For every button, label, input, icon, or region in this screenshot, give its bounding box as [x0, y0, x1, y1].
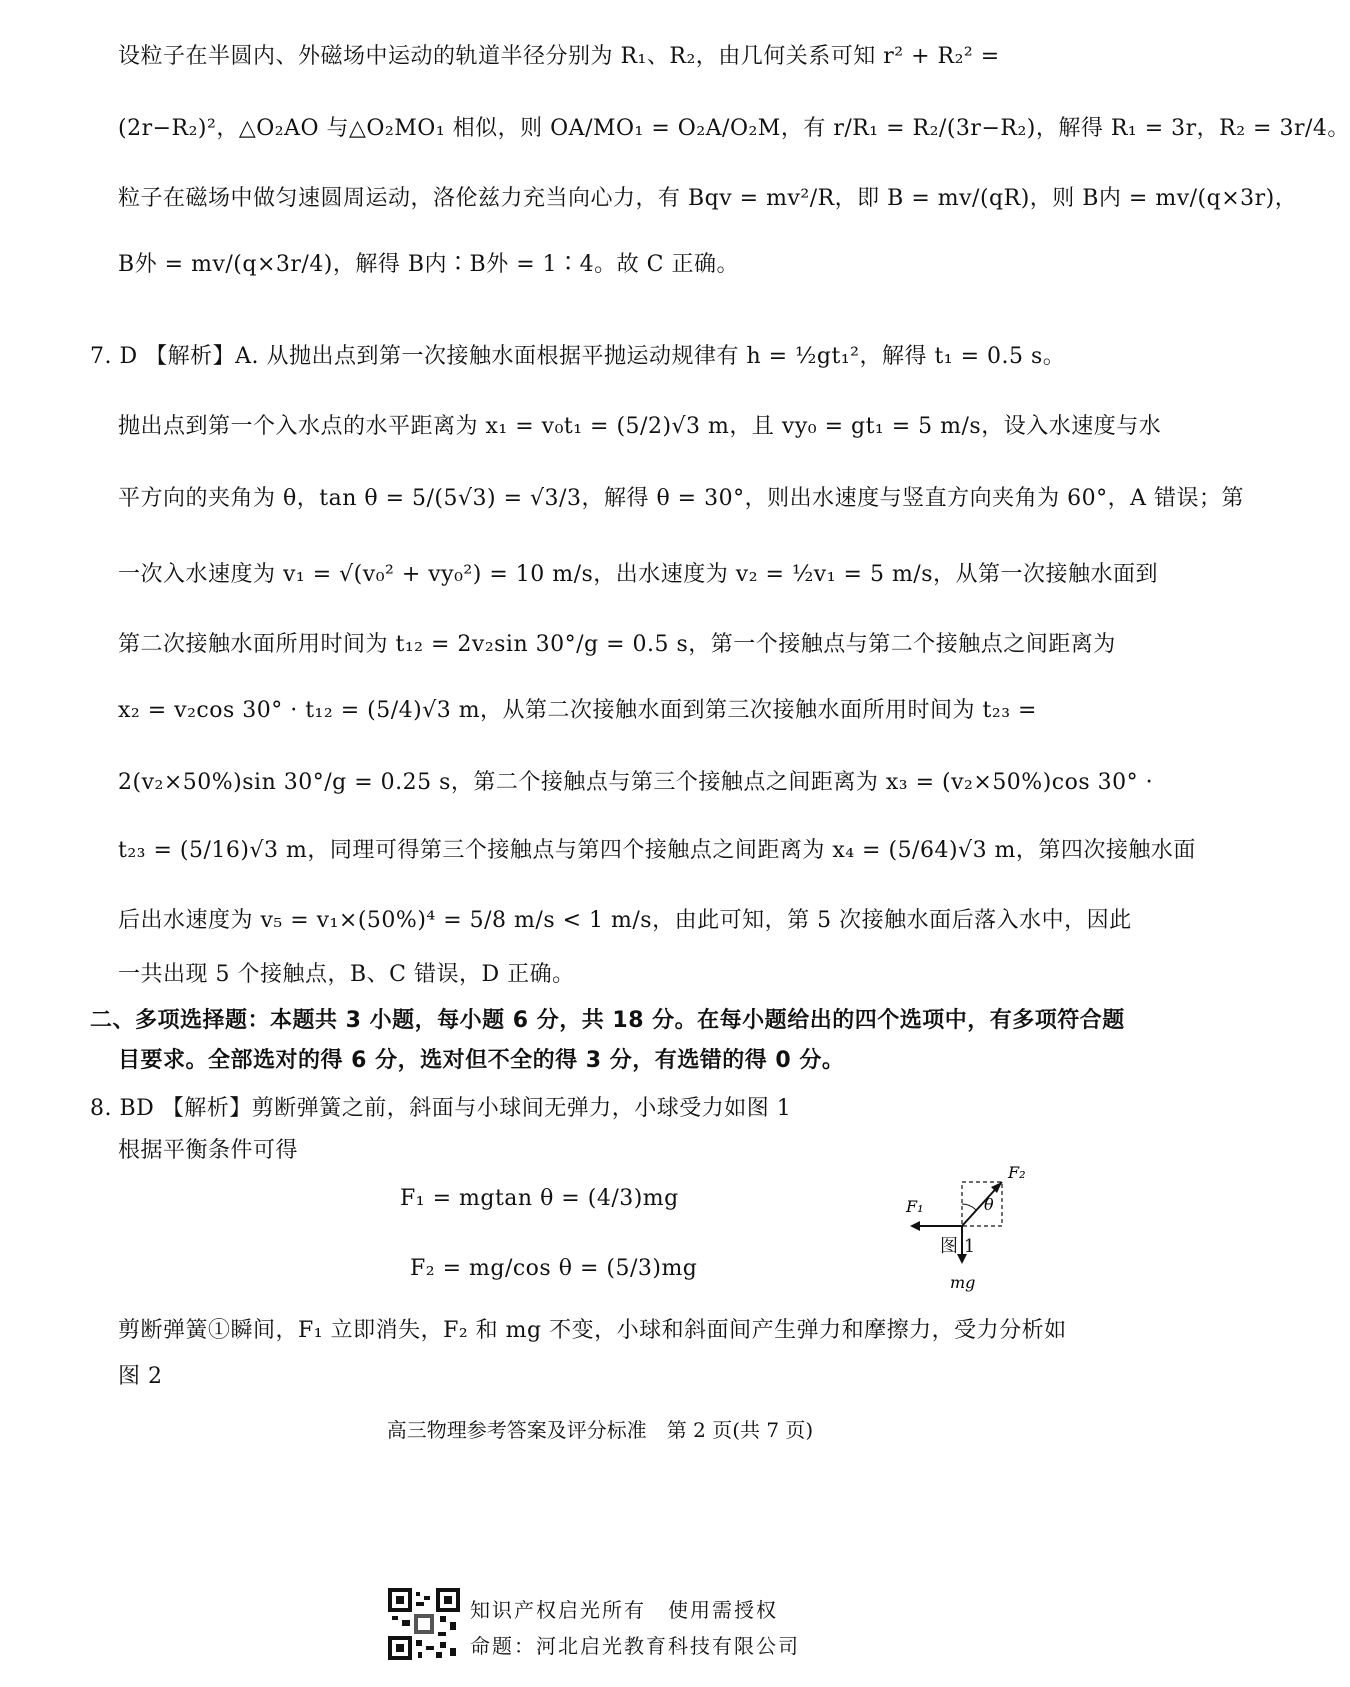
equation-f1: F₁ = mgtan θ = (4/3)mg: [400, 1186, 679, 1211]
text-line-13: 后出水速度为 v₅ = v₁×(50%)⁴ = 5/8 m/s < 1 m/s，由此可知，第 5 次接触水面后落入水中，因此: [118, 908, 1132, 933]
text-line-7: 平方向的夹角为 θ，tan θ = 5/(5√3) = √3/3，解得 θ = 30°，则出水速度与竖直方向夹角为 60°，A 错误；第: [118, 486, 1244, 511]
text-line-21: 剪断弹簧①瞬间，F₁ 立即消失，F₂ 和 mg 不变，小球和斜面间产生弹力和摩擦力，受力分析如: [118, 1318, 1067, 1343]
theta-label: θ: [984, 1195, 994, 1214]
text-line-9: 第二次接触水面所用时间为 t₁₂ = 2v₂sin 30°/g = 0.5 s，第一个接触点与第二个接触点之间距离为: [118, 632, 1116, 657]
section-heading-multi-choice: 二、多项选择题：本题共 3 小题，每小题 6 分，共 18 分。在每小题给出的四个选项中，有多项符合题: [90, 1008, 1125, 1033]
author-notice: 命题：河北启光教育科技有限公司: [470, 1634, 800, 1658]
text-line-11: 2(v₂×50%)sin 30°/g = 0.25 s，第二个接触点与第三个接触点之间距离为 x₃ = (v₂×50%)cos 30° ·: [118, 770, 1154, 795]
text-line-1: 设粒子在半圆内、外磁场中运动的轨道半径分别为 R₁、R₂，由几何关系可知 r² + R₂² =: [118, 44, 1000, 69]
qr-code-icon: [388, 1588, 460, 1660]
text-line-18: 根据平衡条件可得: [118, 1138, 299, 1163]
text-line-4: B外 = mv/(q×3r/4)，解得 B内∶B外 = 1∶4。故 C 正确。: [118, 252, 739, 277]
text-line-6: 抛出点到第一个入水点的水平距离为 x₁ = v₀t₁ = (5/2)√3 m，且 vy₀ = gt₁ = 5 m/s，设入水速度与水: [118, 414, 1162, 439]
f2-label: F₂: [1008, 1163, 1026, 1182]
text-line-14: 一共出现 5 个接触点，B、C 错误，D 正确。: [118, 962, 575, 987]
copyright-notice: 知识产权启光所有 使用需授权: [470, 1598, 778, 1622]
section-heading-multi-choice-cont: 目要求。全部选对的得 6 分，选对但不全的得 3 分，有选错的得 0 分。: [118, 1048, 845, 1073]
text-line-2: (2r−R₂)²，△O₂AO 与△O₂MO₁ 相似，则 OA/MO₁ = O₂A/O₂M，有 r/R₁ = R₂/(3r−R₂)，解得 R₁ = 3r，R₂ = 3r/4。: [118, 116, 1350, 141]
figure-1-caption: 图 1: [940, 1236, 976, 1257]
text-line-10: x₂ = v₂cos 30° · t₁₂ = (5/4)√3 m，从第二次接触水面到第三次接触水面所用时间为 t₂₃ =: [118, 698, 1037, 723]
equation-f2: F₂ = mg/cos θ = (5/3)mg: [410, 1256, 698, 1281]
f1-arrowhead: [910, 1221, 920, 1231]
question-7-answer: 7. D 【解析】A. 从抛出点到第一次接触水面根据平抛运动规律有 h = ½gt₁²，解得 t₁ = 0.5 s。: [90, 344, 1066, 369]
f1-label: F₁: [906, 1197, 924, 1216]
text-line-8: 一次入水速度为 v₁ = √(v₀² + vy₀²) = 10 m/s，出水速度为 v₂ = ½v₁ = 5 m/s，从第一次接触水面到: [118, 562, 1159, 587]
text-line-22: 图 2: [118, 1364, 163, 1389]
mg-label: mg: [950, 1273, 976, 1292]
question-8-answer: 8. BD 【解析】剪断弹簧之前，斜面与小球间无弹力，小球受力如图 1: [90, 1096, 792, 1121]
text-line-3: 粒子在磁场中做匀速圆周运动，洛伦兹力充当向心力，有 Bqv = mv²/R，即 B = mv/(qR)，则 B内 = mv/(q×3r)，: [118, 186, 1298, 211]
text-line-12: t₂₃ = (5/16)√3 m，同理可得第三个接触点与第四个接触点之间距离为 x₄ = (5/64)√3 m，第四次接触水面: [118, 838, 1196, 863]
page-footer: 高三物理参考答案及评分标准 第 2 页(共 7 页): [386, 1418, 814, 1442]
